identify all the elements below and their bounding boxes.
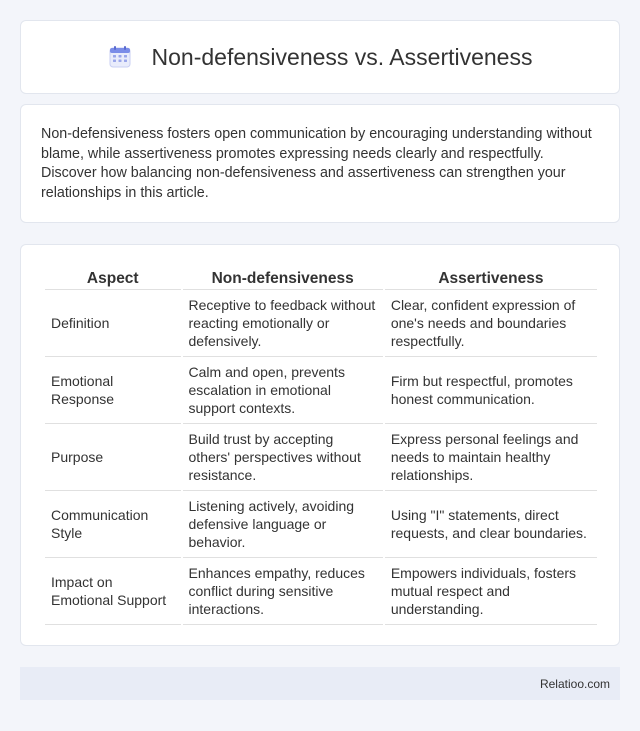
aspect-cell: Communication Style bbox=[45, 491, 181, 558]
title-card bbox=[20, 20, 620, 94]
assertiveness-cell: Clear, confident expression of one's needs and boundaries respectfully. bbox=[385, 290, 597, 357]
table-header-row bbox=[45, 265, 597, 290]
header-non-defensiveness: Non-defensiveness bbox=[183, 265, 383, 290]
non-defensiveness-cell: Enhances empathy, reduces conflict during sensitive interactions. bbox=[183, 558, 383, 625]
assertiveness-cell: Firm but respectful, promotes honest communication. bbox=[385, 357, 597, 424]
intro-card bbox=[20, 104, 620, 223]
aspect-cell: Purpose bbox=[45, 424, 181, 491]
comparison-card bbox=[20, 244, 620, 646]
assertiveness-cell: Express personal feelings and needs to maintain healthy relationships. bbox=[385, 424, 597, 491]
assertiveness-cell: Empowers individuals, fosters mutual respect and understanding. bbox=[385, 558, 597, 625]
header-aspect: Aspect bbox=[45, 265, 181, 290]
aspect-cell: Emotional Response bbox=[45, 357, 181, 424]
page-title: Non-defensiveness vs. Assertiveness bbox=[151, 43, 533, 70]
table-row bbox=[45, 290, 597, 357]
table-row bbox=[45, 357, 597, 424]
calendar-icon bbox=[108, 45, 132, 69]
non-defensiveness-cell: Build trust by accepting others' perspectives without resistance. bbox=[183, 424, 383, 491]
aspect-cell: Definition bbox=[45, 290, 181, 357]
table-row bbox=[45, 424, 597, 491]
comparison-table bbox=[43, 265, 599, 625]
non-defensiveness-cell: Listening actively, avoiding defensive language or behavior. bbox=[183, 491, 383, 558]
non-defensiveness-cell: Calm and open, prevents escalation in emotional support contexts. bbox=[183, 357, 383, 424]
intro-paragraph: Non-defensiveness fosters open communication by encouraging understanding without blame, while assertiveness promotes expressing needs clearly and respectfully. Discover how balancing non-defensiveness and assertiveness can strengthen your relationships in this article. bbox=[41, 126, 592, 201]
footer bbox=[20, 667, 620, 700]
table-row bbox=[45, 558, 597, 625]
aspect-cell: Impact on Emotional Support bbox=[45, 558, 181, 625]
footer-site-name: Relatioo.com bbox=[539, 676, 610, 691]
assertiveness-cell: Using "I" statements, direct requests, and clear boundaries. bbox=[385, 491, 597, 558]
header-assertiveness: Assertiveness bbox=[385, 265, 597, 290]
non-defensiveness-cell: Receptive to feedback without reacting emotionally or defensively. bbox=[183, 290, 383, 357]
table-row bbox=[45, 491, 597, 558]
